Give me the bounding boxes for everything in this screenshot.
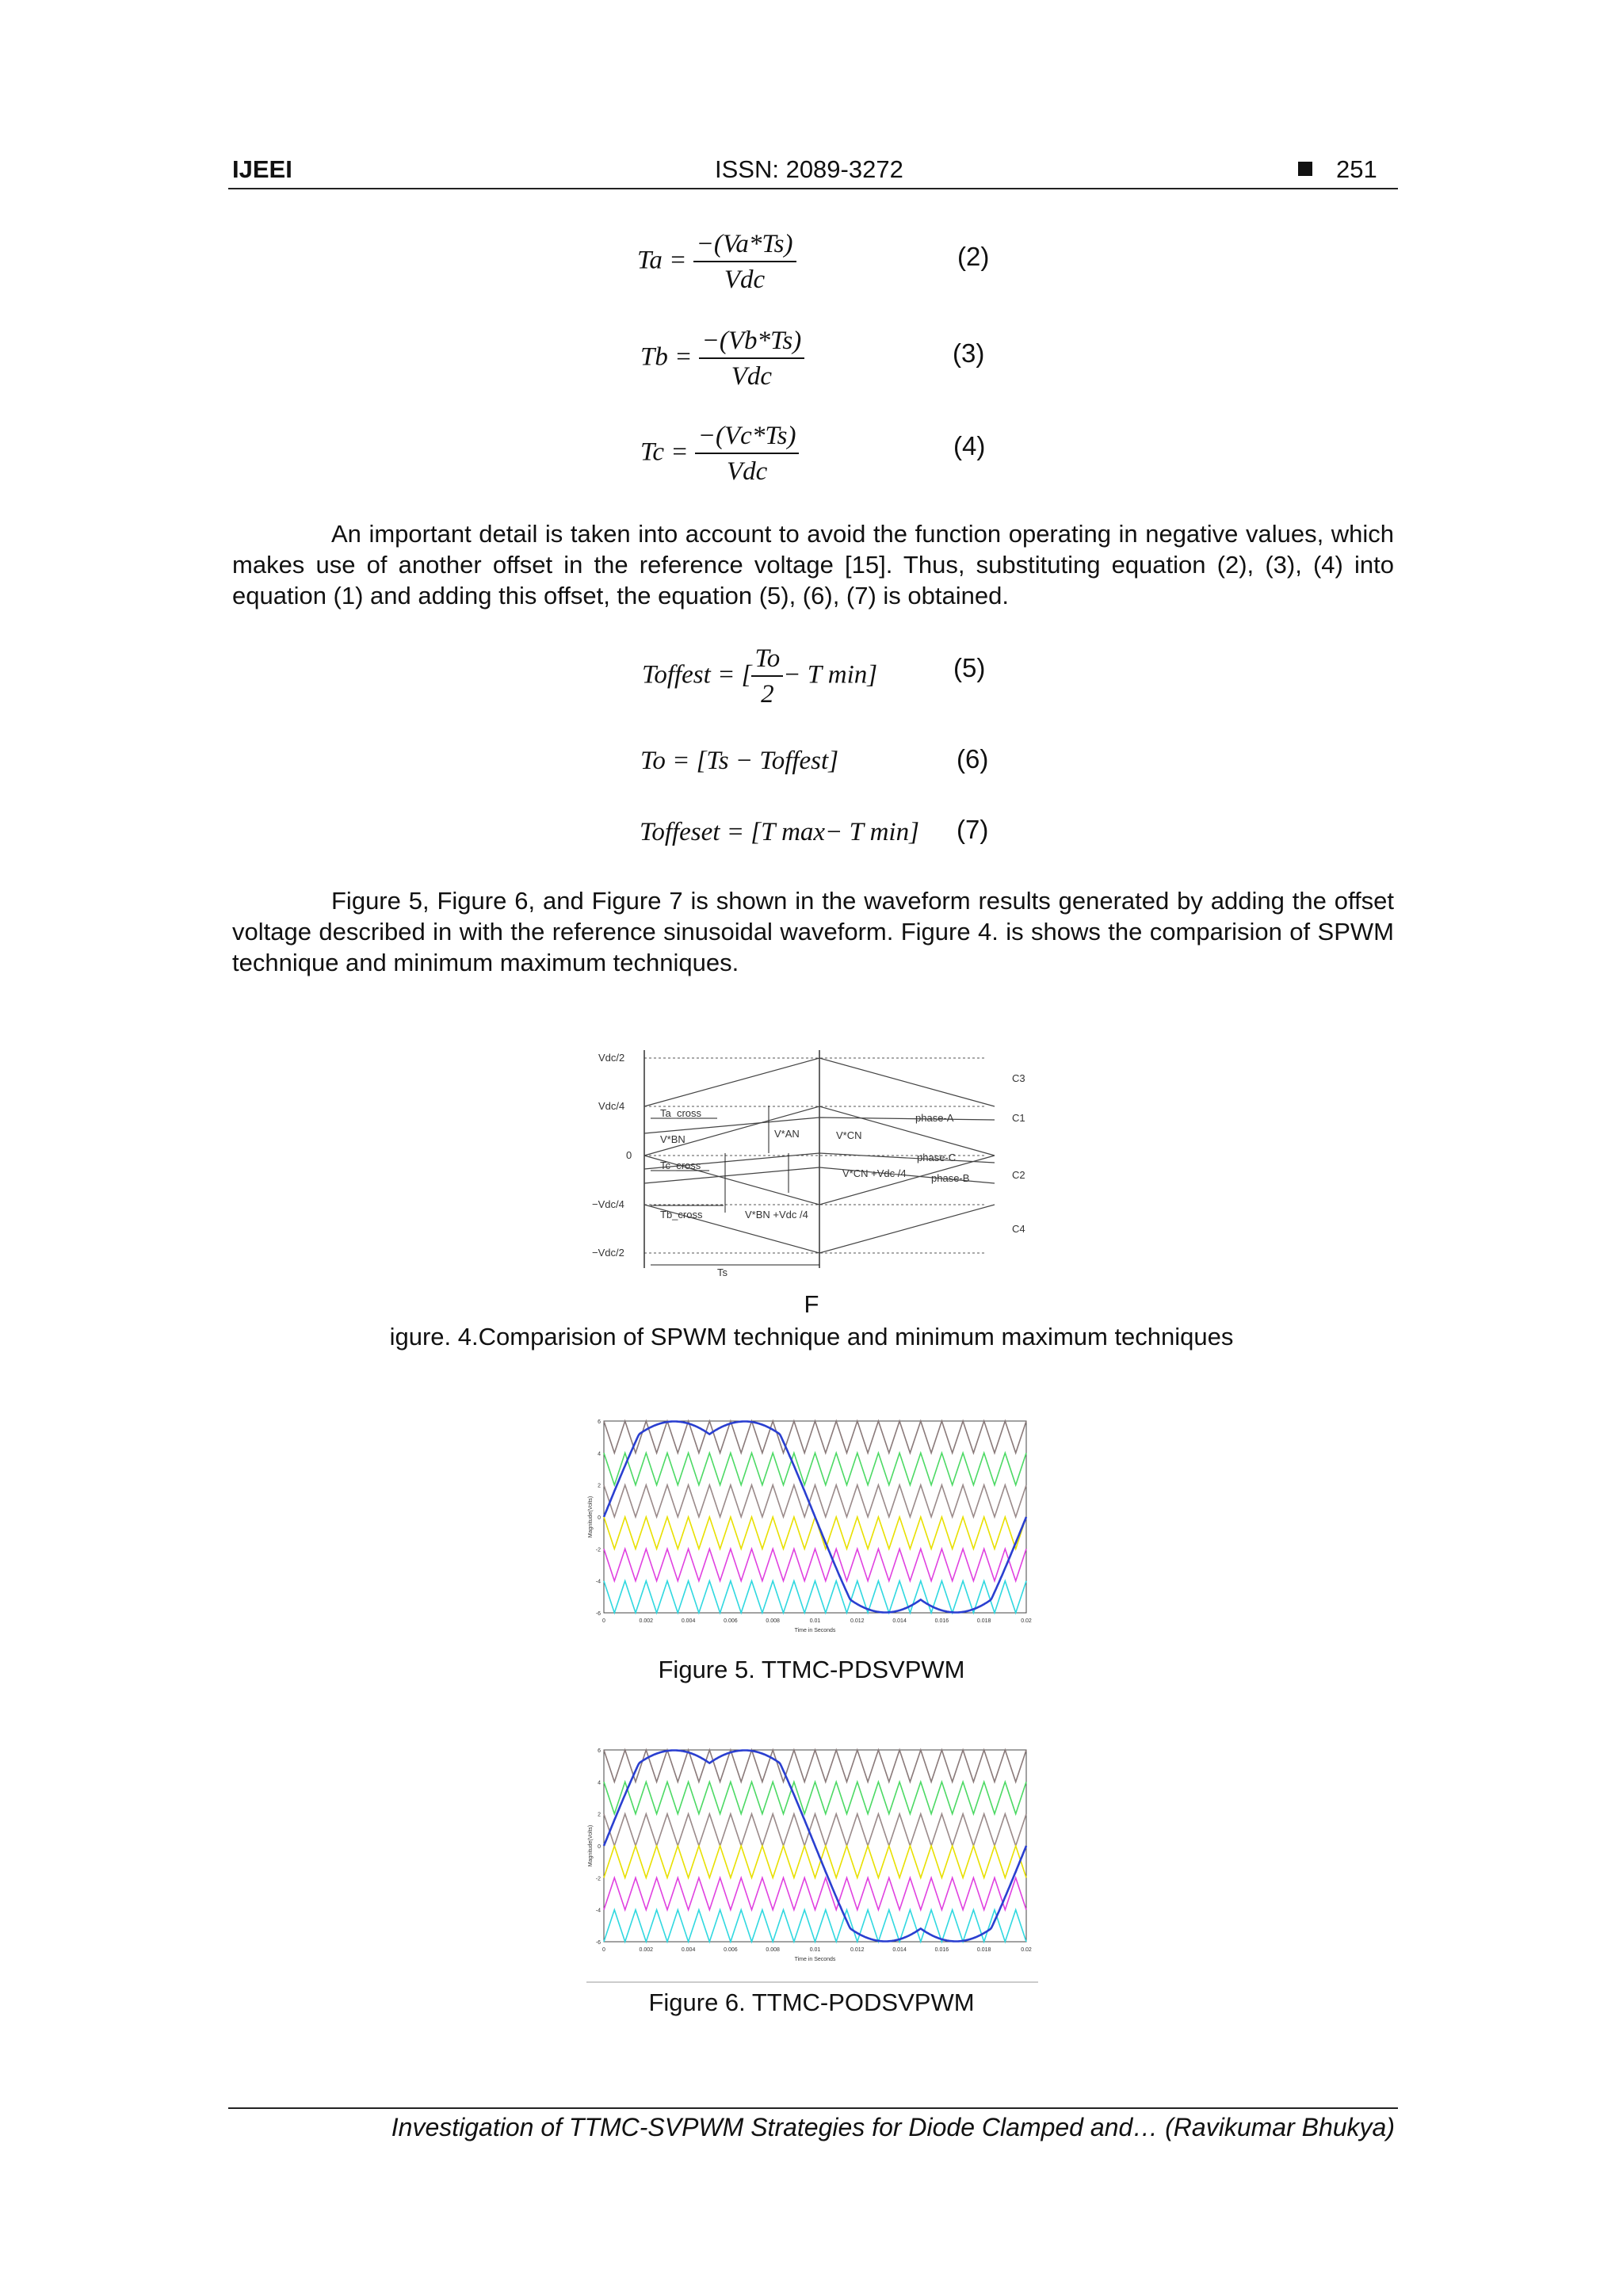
figure-6-plot [586,1744,1038,1969]
paragraph-text-2: Figure 5, Figure 6, and Figure 7 is shown in the waveform results generated by adding the offset voltage described in with the reference sinusoidal waveform. Figure 4. is shows the comparision of SPWM technique and minimum maximum techniques. [232,887,1394,976]
x-tick-label: 0 [602,1947,605,1953]
eq2-denominator: Vdc [724,266,766,294]
footer-text: Investigation of TTMC-SVPWM Strategies for Diode Clamped and… (Ravikumar Bhukya) [391,2113,1395,2141]
equation-2 [637,230,796,295]
eq3-lhs: Tb = [640,342,693,372]
label-phase-c: phase-C [917,1152,957,1163]
equation-number-3: (3) [953,338,985,368]
eq3-numerator: −(Vb*Ts) [699,327,805,359]
eq2-fraction [693,230,796,295]
label-ts: Ts [717,1266,727,1278]
x-tick-label: 0.012 [850,1618,865,1624]
paragraph-figures [232,885,1394,978]
journal-name: IJEEI [232,155,292,183]
y-tick-label: -2 [595,1876,601,1882]
label-neg-vdc4: −Vdc/4 [592,1198,624,1210]
equation-number-6: (6) [957,744,989,774]
equation-6: To = [Ts − Toffest] [640,747,839,775]
x-tick-label: 0.018 [976,1947,991,1953]
equation-number-2: (2) [957,242,990,271]
label-phase-a: phase-A [915,1112,954,1124]
x-tick-label: 0.012 [850,1947,865,1953]
eq4-lhs: Tc = [640,437,689,467]
x-tick-label: 0.018 [976,1618,991,1624]
label-vcn-offset: V*CN +Vdc /4 [842,1167,907,1179]
figure-6-border [586,1981,1038,1983]
y-tick-label: 0 [598,1844,601,1850]
figure-4-caption-line2: igure. 4.Comparision of SPWM technique and minimum maximum techniques [389,1323,1234,1350]
label-vdc2: Vdc/2 [598,1052,625,1064]
label-neg-vdc2: −Vdc/2 [592,1247,624,1259]
y-axis-label: Magnitude(Volts) [588,1496,594,1538]
equation-number-5: (5) [953,653,986,682]
x-tick-label: 0 [602,1618,605,1624]
x-tick-label: 0.014 [892,1618,907,1624]
label-c3: C3 [1012,1072,1025,1084]
x-tick-label: 0.014 [892,1947,907,1953]
label-vcn: V*CN [836,1129,862,1141]
x-tick-label: 0.016 [934,1618,949,1624]
label-phase-b: phase-B [931,1172,970,1184]
figure-5-caption: Figure 5. TTMC-PDSVPWM [658,1656,965,1683]
square-bullet-icon [1298,162,1312,176]
x-tick-label: 0.02 [1021,1947,1032,1953]
eq5-lhs: Toffest = [ [642,660,752,690]
equation-5 [642,644,877,709]
eq5-fraction [751,644,783,709]
x-tick-label: 0.01 [809,1947,821,1953]
equation-number-7: (7) [957,815,989,844]
y-tick-label: 6 [598,1748,601,1754]
x-tick-label: 0.004 [681,1947,696,1953]
equation-3 [640,327,804,392]
paragraph-text-1: An important detail is taken into account to avoid the function operating in negative values, which makes use of another offset in the reference voltage [15]. Thus, substituting equation (2), (3), (4) into equation (1) and adding this offset, the equation (5), (6), (7) is obtained. [232,520,1394,609]
footer-rule [228,2107,1398,2109]
label-vdc4: Vdc/4 [598,1100,625,1112]
eq4-numerator: −(Vc*Ts) [695,422,800,454]
y-tick-label: 0 [598,1515,601,1521]
equation-7: Toffeset = [T max− T min] [640,818,919,846]
x-tick-label: 0.02 [1021,1618,1032,1624]
label-c1: C1 [1012,1112,1025,1124]
figure-4-diagram [590,1042,1050,1280]
eq5-numerator: To [751,644,783,677]
x-tick-label: 0.006 [724,1947,738,1953]
eq4-fraction [695,422,800,487]
paragraph-offset [232,518,1394,611]
x-tick-label: 0.006 [724,1618,738,1624]
y-tick-label: 4 [598,1451,601,1457]
x-tick-label: 0.01 [809,1618,821,1624]
label-ta-cross: Ta_cross [660,1107,702,1119]
eq4-denominator: Vdc [726,457,768,486]
eq2-numerator: −(Va*Ts) [693,230,796,262]
figure-6-caption: Figure 6. TTMC-PODSVPWM [648,1988,975,2016]
y-tick-label: -4 [595,1579,601,1585]
equation-number-4: (4) [953,431,986,460]
label-tc-cross: Tc_cross [660,1159,701,1171]
eq5-denominator: 2 [761,680,774,709]
figure-5-plot [586,1415,1038,1641]
y-tick-label: 2 [598,1483,601,1489]
x-tick-label: 0.008 [766,1947,780,1953]
label-van: V*AN [774,1128,800,1140]
label-c2: C2 [1012,1169,1025,1181]
equation-4 [640,422,799,487]
x-axis-label: Time in Seconds [794,1957,836,1962]
y-tick-label: 4 [598,1780,601,1786]
y-tick-label: -6 [595,1940,601,1946]
header-rule [228,188,1398,189]
page-number: 251 [1336,155,1377,183]
label-tb-cross: Tb_cross [660,1209,703,1221]
x-tick-label: 0.002 [639,1618,654,1624]
x-tick-label: 0.016 [934,1947,949,1953]
x-axis-label: Time in Seconds [794,1628,836,1633]
x-tick-label: 0.008 [766,1618,780,1624]
y-tick-label: -4 [595,1908,601,1914]
y-axis-label: Magnitude(Volts) [588,1824,594,1867]
issn: ISSN: 2089-3272 [715,155,903,183]
x-tick-label: 0.004 [681,1618,696,1624]
eq5-rhs: − T min] [783,660,878,690]
eq3-denominator: Vdc [731,362,773,391]
y-tick-label: -6 [595,1611,601,1617]
label-zero: 0 [626,1149,632,1161]
y-tick-label: -2 [595,1547,601,1553]
eq2-lhs: Ta = [637,246,687,275]
label-vbn-offset: V*BN +Vdc /4 [745,1209,808,1221]
x-tick-label: 0.002 [639,1947,654,1953]
eq3-fraction [699,327,805,392]
label-vbn: V*BN [660,1133,685,1145]
label-c4: C4 [1012,1223,1025,1235]
y-tick-label: 6 [598,1419,601,1425]
page-number-block [1298,155,1377,184]
figure-4-caption-line1: F [804,1290,819,1318]
y-tick-label: 2 [598,1812,601,1818]
